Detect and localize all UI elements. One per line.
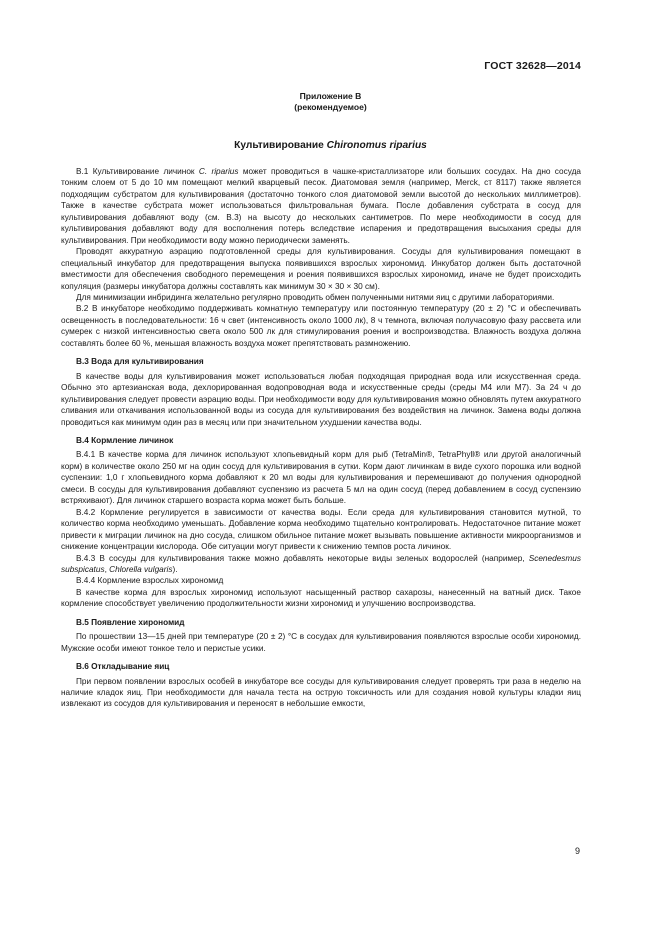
subheading-b6: В.6 Откладывание яиц (76, 662, 170, 672)
paragraph-b4-3-text-c: , (104, 564, 110, 574)
page-title (0, 140, 661, 151)
paragraph-b1-text-a: В.1 Культивирование личинок (76, 167, 199, 176)
paragraph-b3: В качестве воды для культивирования может использоваться любая подходящая природная вода или искусственная среда. Обычно это артезианская вода, дехлорированная водопроводная вода и искусственные среды (среды М4 или М7). За 24 ч до культивирования следует провести аэрацию воды. При необходимости воду для культивирования можно обновлять путем аккуратного сливания или откачивания использованной воды из сосуда для культивирования без воздействия на личинок. Замена воды должна проводиться как минимум один раз в месяц или при значительном ухудшении качества воды. (61, 371, 581, 427)
subheading-b3: В.3 Вода для культивирования (76, 357, 204, 367)
standard-number: ГОСТ 32628—2014 (484, 60, 581, 72)
paragraph-b1 (61, 166, 581, 246)
paragraph-b4-3-text-d: ). (172, 564, 178, 574)
paragraph-b5: По прошествии 13—15 дней при температуре (20 ± 2) °С в сосудах для культивирования появляются взрослые особи хирономид. Мужские особи имеют тонкое тело и перистые усики. (61, 632, 581, 653)
page-number: 9 (574, 846, 580, 856)
paragraph-b6: При первом появлении взрослых особей в инкубаторе все сосуды для культивирования следует проверять три раза в неделю на наличие кладок яиц. При необходимости для начала теста на острую токсичность или для создания новой культуры кладки яиц извлекают из сосудов для культивирования и переносят в небольшие емкости, (61, 676, 581, 709)
paragraph-inbreeding: Для минимизации инбридинга желательно регулярно проводить обмен полученными нитями яиц с другими лабораториями. (76, 292, 555, 302)
subheading-b5: В.5 Появление хирономид (76, 617, 185, 627)
title-species: Chironomus riparius (326, 140, 427, 151)
paragraph-b4-2: В.4.2 Кормление регулируется в зависимости от качества воды. Если среда для культивирования становится мутной, то количество корма необходимо уменьшать. Добавление корма необходимо тщательно контролировать. Недостаточное питание может привести к миграции личинок на дно сосуда, слишком обильное питание может вызывать повышение активности микроорганизмов и снижение концентрации кислорода. Обе ситуации могут привести к снижению темпов роста личинок. (61, 507, 581, 552)
paragraph-b4-3-species-1: Scenedesmus subspicatus (61, 553, 581, 574)
document-body (61, 166, 581, 710)
paragraph-b4-1: В.4.1 В качестве корма для личинок используют хлопьевидный корм для рыб (TetraMin®, TetraPhyll® или другой аналогичный корм) в количестве около 250 мг на один сосуд для культивирования в сутки. Корм дают личинкам в виде сухого порошка или водной суспензии: 1,0 г хлопьевидного корма добавляют к 20 мл воды для культивирования и перемешивают до получения однородной смеси. В сосуды для культивирования добавляют суспензию из расчета 5 мл на один сосуд (перед добавлением в сосуд суспензию встряхивают). Для личинок старшего возраста корма может быть больше. (61, 450, 581, 506)
appendix-status: (рекомендуемое) (294, 102, 367, 112)
paragraph-b4-3 (61, 553, 581, 576)
title-prefix: Культивирование (234, 140, 327, 151)
paragraph-b1-text-b: может проводиться в чашке-кристаллизаторе или больших сосудах. На дно сосуда тонким слоем от 5 до 10 мм помещают мелкий кварцевый песок. Диатомовая земля (например, Merck, ст 8117) также является подходящим субстратом для культивирования (достаточно тонкого слоя диатомовой земли высотой до нескольких миллиметров). Также в качестве субстрата может использоваться фильтровальная бумага. После добавления субстрата в сосуд для культивирования добавляют воду (см. В.3) на высоту до нескольких сантиметров. По мере необходимости в сосуд для культивирования добавляют воду для восполнения потерь вследствие испарения и предотвращения высыхания среды для культивирования. При необходимости воду можно периодически заменять. (61, 167, 581, 245)
subheading-b4: В.4 Кормление личинок (76, 435, 174, 445)
appendix-title: Приложение В (299, 91, 362, 101)
appendix-heading (0, 91, 661, 113)
paragraph-b4-3-species-2: Chlorella vulgaris (109, 564, 173, 574)
paragraph-b1-species: C. riparius (198, 167, 239, 176)
paragraph-b4-3-text-a: В.4.3 В сосуды для культивирования также можно добавлять некоторые виды зеленых водорослей (например, (76, 553, 529, 563)
paragraph-b2: В.2 В инкубаторе необходимо поддерживать комнатную температуру или постоянную температуру (20 ± 2) °С и обеспечивать освещенность в последовательности: 16 ч свет (интенсивность около 1000 лк), 8 ч темнота, включая получасовую фазу рассвета или сумерек с низкой интенсивностью света около 500 лк для стимулирования роения и воспроизводства. Влажность воздуха должна составлять более 60 %, меньшая влажность воздуха может препятствовать размножению. (61, 304, 581, 348)
paragraph-adult-feeding: В качестве корма для взрослых хирономид используют насыщенный раствор сахарозы, нанесенный на ватный диск. Такое кормление способствует увеличению продолжительности жизни хирономид и улучшению воспроизводства. (61, 587, 581, 609)
paragraph-b4-4: В.4.4 Кормление взрослых хирономид (76, 576, 224, 586)
paragraph-aeration: Проводят аккуратную аэрацию подготовленной среды для культивирования. Сосуды для культивирования помещают в специальный инкубатор для предотвращения выпуска появившихся взрослых хирономид. Инкубатор должен быть достаточной вместимости для обеспечения свободного перемещения и роения появившихся взрослых хирономид, иначе не будет происходить копуляция (размеры инкубатора должны составлять как минимум 30 × 30 × 30 см). (61, 247, 581, 291)
